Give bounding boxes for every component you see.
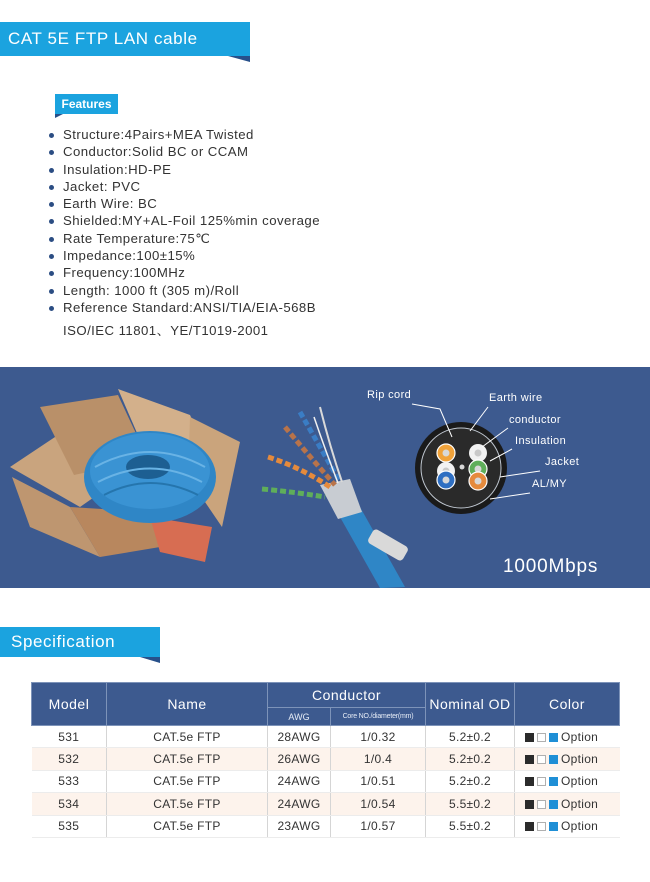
- cell-model: 532: [32, 748, 107, 770]
- feature-item: Frequency:100MHz: [48, 264, 320, 281]
- cell-model: 534: [32, 793, 107, 815]
- table-row: [32, 748, 620, 770]
- bullet-icon: [49, 254, 54, 259]
- cell-od: 5.5±0.2: [426, 815, 515, 837]
- callout-rip-cord: Rip cord: [367, 389, 412, 401]
- column-header-nominal-od: Nominal OD: [426, 683, 515, 726]
- feature-item: Structure:4Pairs+MEA Twisted: [48, 126, 320, 143]
- features-badge-tab: [55, 114, 63, 118]
- specification-banner: [0, 627, 160, 657]
- cell-awg: 28AWG: [268, 726, 331, 748]
- bullet-icon: [49, 168, 54, 173]
- color-option-label: Option: [561, 796, 599, 811]
- speed-label: 1000Mbps: [503, 556, 599, 577]
- page-title: CAT 5E FTP LAN cable: [8, 29, 198, 48]
- table-row: [32, 815, 620, 837]
- cell-color: [515, 793, 620, 815]
- black-swatch-icon: [525, 755, 534, 764]
- cell-model: 535: [32, 815, 107, 837]
- title-banner: [0, 22, 250, 56]
- column-header-core: Core NO./diameter(mm): [331, 708, 426, 726]
- specification-table: [31, 682, 620, 838]
- column-header-name: Name: [107, 683, 268, 726]
- cable-cross-section: [415, 422, 507, 514]
- blue-swatch-icon: [549, 777, 558, 786]
- cable-image: [262, 407, 409, 588]
- color-option-label: Option: [561, 729, 599, 744]
- cell-model: 533: [32, 770, 107, 792]
- bullet-icon: [49, 202, 54, 207]
- blue-swatch-icon: [549, 733, 558, 742]
- feature-item: Earth Wire: BC: [48, 195, 320, 212]
- white-swatch-icon: [537, 777, 546, 786]
- cell-od: 5.2±0.2: [426, 748, 515, 770]
- cell-model: 531: [32, 726, 107, 748]
- column-header-conductor: Conductor: [268, 683, 426, 708]
- table-row: [32, 726, 620, 748]
- feature-item: Length: 1000 ft (305 m)/Roll: [48, 282, 320, 299]
- cell-core: 1/0.54: [331, 793, 426, 815]
- blue-swatch-icon: [549, 755, 558, 764]
- column-header-awg: AWG: [268, 708, 331, 726]
- feature-item: Jacket: PVC: [48, 178, 320, 195]
- cell-core: 1/0.57: [331, 815, 426, 837]
- cell-color: [515, 770, 620, 792]
- bullet-icon: [49, 237, 54, 242]
- bullet-icon: [49, 133, 54, 138]
- color-option-label: Option: [561, 752, 599, 767]
- reference-standard-continued: ISO/IEC 11801、YE/T1019-2001: [63, 323, 269, 338]
- feature-list: [48, 126, 320, 316]
- callout-insulation: Insulation: [515, 435, 567, 447]
- black-swatch-icon: [525, 733, 534, 742]
- blue-swatch-icon: [549, 800, 558, 809]
- feature-item: Impedance:100±15%: [48, 247, 320, 264]
- table-row: [32, 793, 620, 815]
- white-swatch-icon: [537, 755, 546, 764]
- cell-color: [515, 815, 620, 837]
- white-swatch-icon: [537, 733, 546, 742]
- bullet-icon: [49, 219, 54, 224]
- cell-core: 1/0.4: [331, 748, 426, 770]
- features-badge: Features: [55, 94, 118, 114]
- callout-earth-wire: Earth wire: [489, 392, 543, 404]
- title-banner-tab: [228, 56, 250, 62]
- bullet-icon: [49, 306, 54, 311]
- specification-title: Specification: [11, 632, 116, 651]
- feature-item: Shielded:MY+AL-Foil 125%min coverage: [48, 212, 320, 229]
- callout-jacket: Jacket: [545, 456, 580, 468]
- feature-item: Reference Standard:ANSI/TIA/EIA-568B: [48, 299, 320, 316]
- callout-conductor: conductor: [509, 414, 561, 426]
- cell-awg: 24AWG: [268, 793, 331, 815]
- bullet-icon: [49, 185, 54, 190]
- bullet-icon: [49, 271, 54, 276]
- feature-item: Conductor:Solid BC or CCAM: [48, 143, 320, 160]
- table-row: [32, 770, 620, 792]
- color-option-label: Option: [561, 819, 599, 834]
- cell-color: [515, 726, 620, 748]
- cell-awg: 26AWG: [268, 748, 331, 770]
- cell-od: 5.2±0.2: [426, 726, 515, 748]
- cell-core: 1/0.51: [331, 770, 426, 792]
- callout-shield: AL/MY: [532, 478, 568, 490]
- feature-item: Insulation:HD-PE: [48, 161, 320, 178]
- white-swatch-icon: [537, 822, 546, 831]
- black-swatch-icon: [525, 800, 534, 809]
- black-swatch-icon: [525, 822, 534, 831]
- black-swatch-icon: [525, 777, 534, 786]
- column-header-color: Color: [515, 683, 620, 726]
- cell-name: CAT.5e FTP: [107, 793, 268, 815]
- cell-awg: 24AWG: [268, 770, 331, 792]
- cell-name: CAT.5e FTP: [107, 770, 268, 792]
- cell-awg: 23AWG: [268, 815, 331, 837]
- cell-od: 5.2±0.2: [426, 770, 515, 792]
- color-option-label: Option: [561, 774, 599, 789]
- white-swatch-icon: [537, 800, 546, 809]
- cell-color: [515, 748, 620, 770]
- product-panel: [0, 367, 650, 588]
- bullet-icon: [49, 289, 54, 294]
- specification-banner-tab: [140, 657, 160, 663]
- cable-box-image: [10, 389, 240, 562]
- column-header-model: Model: [32, 683, 107, 726]
- cell-od: 5.5±0.2: [426, 793, 515, 815]
- cell-core: 1/0.32: [331, 726, 426, 748]
- cell-name: CAT.5e FTP: [107, 726, 268, 748]
- feature-item: Rate Temperature:75℃: [48, 230, 320, 247]
- cell-name: CAT.5e FTP: [107, 815, 268, 837]
- bullet-icon: [49, 150, 54, 155]
- blue-swatch-icon: [549, 822, 558, 831]
- cell-name: CAT.5e FTP: [107, 748, 268, 770]
